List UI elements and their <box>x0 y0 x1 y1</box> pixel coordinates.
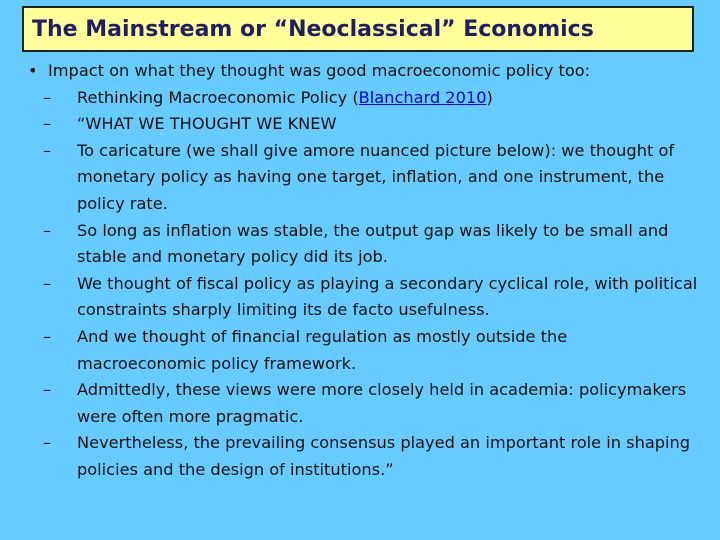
sub-bullet-text: We thought of fiscal policy as playing a secondary cyclical role, with political constraints sharply limiting its de facto usefulness. <box>77 273 698 320</box>
blanchard-2010-link[interactable]: Blanchard 2010 <box>358 87 487 107</box>
bullet-dot-icon: • <box>28 61 38 80</box>
sub-bullet-text <box>77 85 700 112</box>
reference-suffix: ) <box>486 87 493 107</box>
main-bullet-text: Impact on what they thought was good macroeconomic policy too: <box>48 61 591 80</box>
sub-bullet-item <box>28 85 700 112</box>
reference-prefix: Rethinking Macroeconomic Policy ( <box>77 87 359 107</box>
sub-bullet-item <box>28 138 700 218</box>
sub-bullet-item <box>28 111 700 138</box>
sub-bullet-item <box>28 430 700 483</box>
sub-bullet-item <box>28 218 700 271</box>
sub-bullet-item <box>28 377 700 430</box>
sub-bullet-text: “WHAT WE THOUGHT WE KNEW <box>77 114 337 134</box>
slide-title: The Mainstream or “Neoclassical” Economics <box>32 16 594 42</box>
sub-bullet-item <box>28 271 700 324</box>
slide-content <box>28 58 700 484</box>
dash-icon: – <box>43 273 52 293</box>
dash-icon: – <box>43 220 52 240</box>
sub-bullet-text: So long as inflation was stable, the output gap was likely to be small and stable and monetary policy did its job. <box>77 220 669 267</box>
dash-icon: – <box>43 433 52 453</box>
main-bullet <box>28 58 700 85</box>
title-box <box>22 6 694 52</box>
sub-bullet-text: Admittedly, these views were more closely held in academia: policymakers were often more pragmatic. <box>77 380 687 426</box>
dash-icon: – <box>43 326 52 346</box>
sub-bullet-text: To caricature (we shall give amore nuanced picture below): we thought of monetary policy as having one target, inflation, and one instrument, the policy rate. <box>77 140 675 213</box>
sub-bullet-text: Nevertheless, the prevailing consensus played an important role in shaping policies and the design of institutions.” <box>77 433 691 479</box>
dash-icon: – <box>43 87 52 107</box>
dash-icon: – <box>43 380 52 400</box>
sub-bullet-text: And we thought of financial regulation as mostly outside the macroeconomic policy framework. <box>77 326 568 373</box>
sub-bullet-list <box>28 85 700 484</box>
sub-bullet-item <box>28 324 700 377</box>
dash-icon: – <box>43 140 52 160</box>
dash-icon: – <box>43 114 52 134</box>
